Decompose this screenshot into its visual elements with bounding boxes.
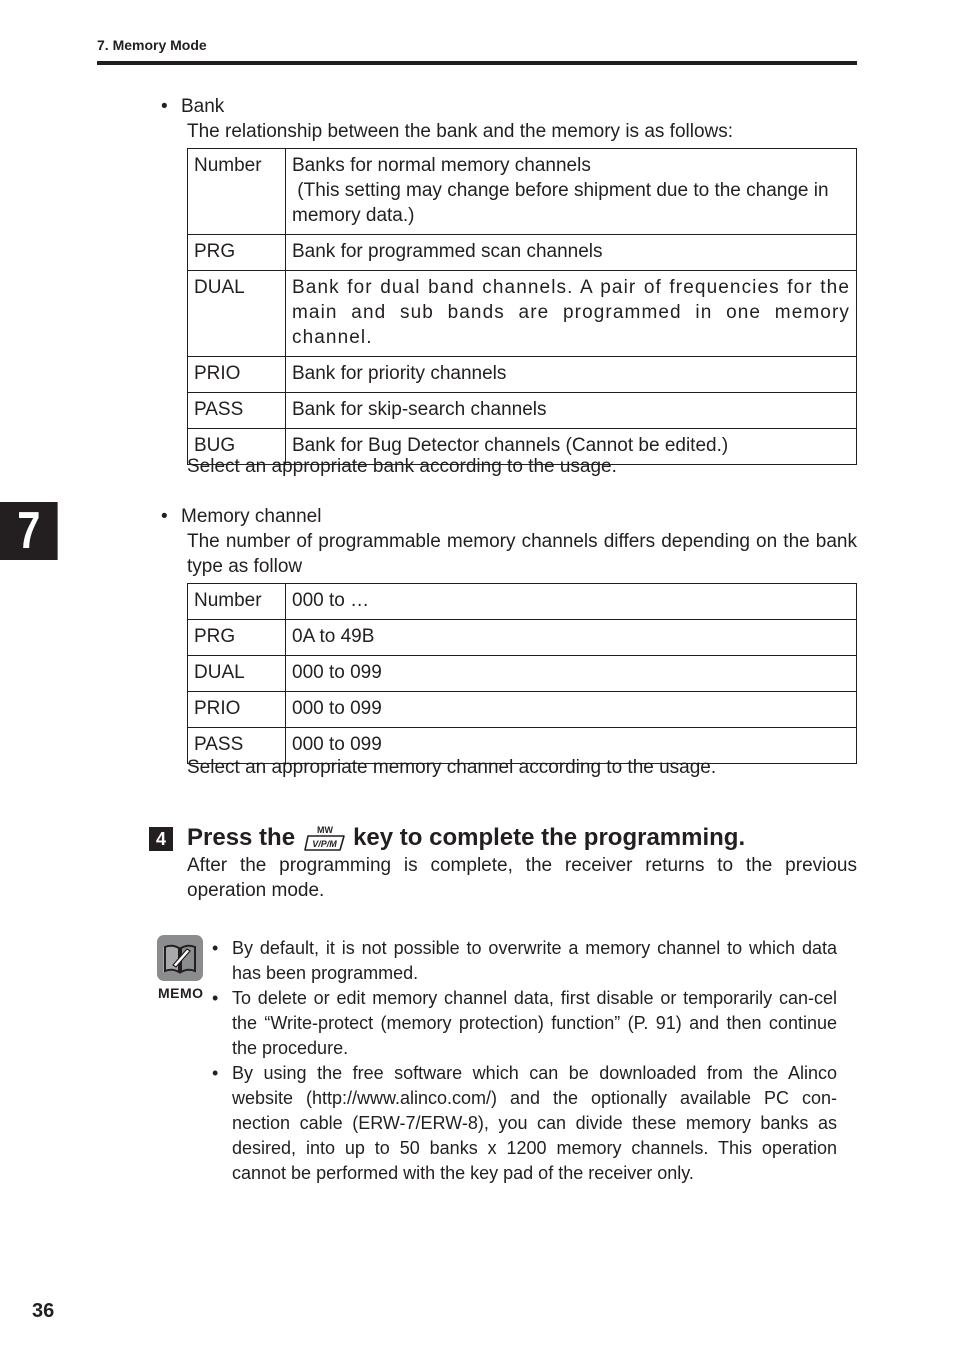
header-rule (97, 61, 857, 65)
step-title-before: Press the (187, 824, 296, 851)
step-body: After the programming is complete, the receiver returns to the previous operation mode. (187, 855, 857, 901)
memory-bank-cell: PASS (188, 728, 286, 764)
memory-bank-cell: PRG (188, 620, 286, 656)
bank-heading: Bank (181, 96, 225, 117)
memo-list (212, 936, 837, 1186)
bank-table (187, 148, 857, 465)
bank-name-cell: PRIO (188, 357, 286, 393)
chapter-tab: 7 (0, 502, 58, 560)
memory-note: Select an appropriate memory channel according to the usage. (187, 757, 717, 778)
table-row (188, 149, 857, 235)
table-row (188, 620, 857, 656)
table-row (188, 656, 857, 692)
bank-intro: The relationship between the bank and the memory is as follows: (187, 121, 734, 142)
bank-description-cell: Bank for dual band channels. A pair of frequencies for the main and sub bands are programmed in one memory channel. (286, 271, 857, 357)
section-header: 7. Memory Mode (97, 37, 207, 53)
memory-range-cell: 000 to 099 (286, 692, 857, 728)
bank-name-cell: PASS (188, 393, 286, 429)
table-row (188, 393, 857, 429)
memory-bullet: • (161, 506, 168, 527)
memory-bank-cell: Number (188, 584, 286, 620)
memo-item: • By default, it is not possible to overwrite a memory channel to which data has been programmed. (212, 936, 837, 986)
bank-note: Select an appropriate bank according to the usage. (187, 456, 617, 477)
key-bottom-label: V/P/M (312, 839, 337, 849)
bank-description-cell: Bank for programmed scan channels (286, 235, 857, 271)
bank-description-cell: Bank for skip-search channels (286, 393, 857, 429)
page-number: 36 (32, 1300, 55, 1322)
table-row (188, 271, 857, 357)
memo-item: • By using the free software which can be downloaded from the Alinco website (http://www.alinco.com/) and the optionally available PC con-nection cable (ERW-7/ERW-8), you can divide these memory banks as desired, into up to 50 banks x 1200 memory channels. This operation cannot be performed with the key pad of the receiver only. (212, 1061, 837, 1186)
memory-bank-cell: DUAL (188, 656, 286, 692)
bank-name-cell: Number (188, 149, 286, 235)
table-row (188, 357, 857, 393)
memo-book-icon (157, 935, 203, 981)
bank-description-cell (286, 149, 857, 235)
memo-label: MEMO (158, 985, 204, 1001)
bank-description-cell: Bank for priority channels (286, 357, 857, 393)
step-number-badge: 4 (149, 827, 173, 851)
memory-range-cell: 000 to 099 (286, 728, 857, 764)
memory-range-cell: 0A to 49B (286, 620, 857, 656)
table-row (188, 584, 857, 620)
memory-table (187, 583, 857, 764)
mw-vpm-key-icon (303, 823, 347, 853)
table-row (188, 235, 857, 271)
memo-item: • To delete or edit memory channel data, first disable or temporarily can-cel the “Write-protect (memory protection) function” (P. 91) and then continue the procedure. (212, 986, 837, 1061)
bank-name-cell: PRG (188, 235, 286, 271)
bank-description-line: Banks for normal memory channels (292, 155, 591, 176)
memory-heading: Memory channel (181, 506, 322, 527)
step-title-after: key to complete the programming. (353, 824, 746, 851)
memory-range-cell: 000 to 099 (286, 656, 857, 692)
bank-description-cell: Bank for Bug Detector channels (Cannot be edited.) (286, 429, 857, 465)
key-top-label: MW (317, 825, 334, 835)
bank-name-cell: DUAL (188, 271, 286, 357)
bank-bullet: • (161, 96, 168, 117)
table-row (188, 692, 857, 728)
bank-name-cell: BUG (188, 429, 286, 465)
memory-bank-cell: PRIO (188, 692, 286, 728)
memory-range-cell: 000 to … (286, 584, 857, 620)
step-title (187, 822, 745, 854)
bank-description-note: (This setting may change before shipment due to the change in memory data.) (292, 180, 834, 226)
memory-intro: The number of programmable memory channels differs depending on the bank type as follow (187, 531, 857, 577)
